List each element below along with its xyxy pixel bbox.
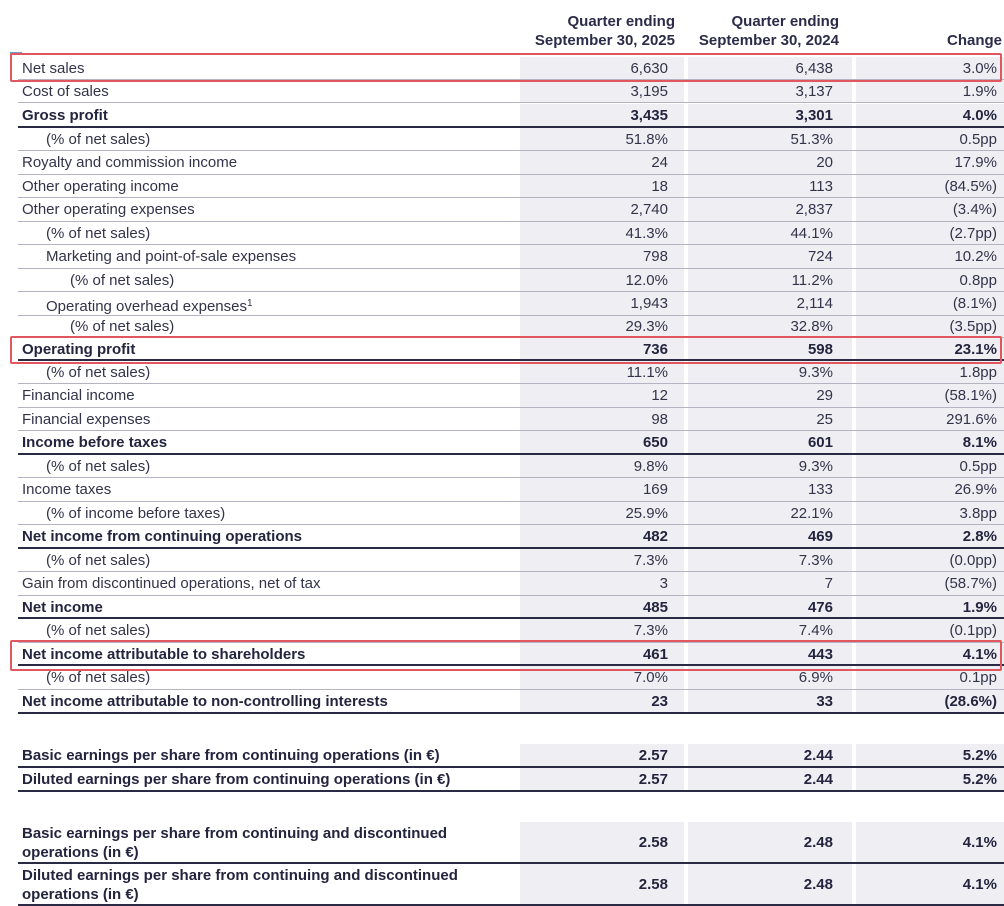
row-label: Net income: [22, 599, 103, 616]
table-row-basic-earnings-per-share-from-continuing-operations-in: [18, 744, 1004, 768]
value-2024: 6,438: [795, 60, 833, 77]
value-change: (28.6%): [944, 693, 997, 710]
value-2024: 469: [807, 528, 833, 545]
row-label: Net income from continuing operations: [22, 528, 303, 545]
value-2025: 23: [651, 693, 668, 710]
value-2025: 3,435: [630, 107, 668, 124]
value-2025: 485: [642, 599, 668, 616]
row-label: Diluted earnings per share from continuing operations (in €): [22, 771, 451, 788]
column-header-change-label: Change: [946, 32, 1002, 49]
row-label: (% of net sales): [46, 364, 151, 381]
value-change: 17.9%: [954, 154, 997, 171]
value-change: (3.4%): [952, 201, 997, 218]
row-label: (% of net sales): [70, 272, 175, 289]
row-label: Basic earnings per share from continuing operations (in €): [22, 747, 440, 764]
value-change: 4.1%: [962, 834, 997, 851]
row-label: (% of net sales): [70, 318, 175, 335]
value-change: 4.0%: [962, 107, 997, 124]
value-2025: 482: [642, 528, 668, 545]
value-change: 3.8pp: [959, 505, 997, 522]
table-row-diluted-earnings-per-share-from-continuing-operations-in: [18, 768, 1004, 792]
value-change: 10.2%: [954, 248, 997, 265]
value-2024: 2.48: [803, 876, 833, 893]
value-change: 0.5pp: [959, 131, 997, 148]
row-label: Operating overhead expenses$^1$: [46, 298, 253, 315]
value-2025: 1,943: [630, 295, 668, 312]
value-2025: 2.58: [638, 876, 668, 893]
value-2024: 44.1%: [790, 225, 833, 242]
table-row-gross-profit: [18, 104, 1004, 128]
value-2025: 7.3%: [633, 622, 668, 639]
table-row-of-income-before-taxes: [18, 502, 1004, 525]
value-2024: 601: [807, 434, 833, 451]
table-row-other-operating-income: [18, 175, 1004, 198]
value-2024: 7.3%: [798, 552, 833, 569]
row-label: (% of net sales): [46, 131, 151, 148]
value-change: (0.0pp): [949, 552, 997, 569]
value-2024: 51.3%: [790, 131, 833, 148]
table-row-operating-profit: [18, 338, 1004, 361]
value-change: 4.1%: [962, 646, 997, 663]
row-label: (% of net sales): [46, 622, 151, 639]
table-row-of-net-sales: [18, 455, 1004, 478]
row-label: Net income attributable to non-controlling interests: [22, 693, 388, 710]
value-2025: 3: [659, 575, 668, 592]
row-label: (% of income before taxes): [46, 505, 226, 522]
row-label: Other operating expenses: [22, 201, 195, 218]
table-row-net-income-attributable-to-shareholders: [18, 643, 1004, 666]
value-2025: 7.3%: [633, 552, 668, 569]
value-2024: 6.9%: [798, 669, 833, 686]
value-2024: 20: [816, 154, 833, 171]
row-rule: [18, 790, 1004, 792]
value-2024: 29: [816, 387, 833, 404]
value-2025: 461: [642, 646, 668, 663]
row-label: Financial income: [22, 387, 135, 404]
value-change: 0.1pp: [959, 669, 997, 686]
value-2024: 113: [809, 178, 833, 195]
value-2024: 2.44: [803, 771, 833, 788]
row-label: Net sales: [22, 60, 85, 77]
value-2024: 25: [816, 411, 833, 428]
row-label: Income taxes: [22, 481, 112, 498]
table-row-of-net-sales: [18, 619, 1004, 643]
table-row-royalty-and-commission-income: [18, 151, 1004, 175]
value-2024: 7.4%: [798, 622, 833, 639]
table-row-of-net-sales: [18, 549, 1004, 572]
value-2024: 32.8%: [790, 318, 833, 335]
value-change: 2.8%: [962, 528, 997, 545]
row-rule: [18, 102, 1004, 103]
table-row-diluted-earnings-per-share-from-continuing-and-discontinued-operations-in: [18, 864, 1004, 906]
column-header-change: [850, 31, 1002, 50]
value-2025: 2.57: [638, 747, 668, 764]
value-2024: 724: [807, 248, 833, 265]
value-2025: 25.9%: [625, 505, 668, 522]
value-change: 5.2%: [962, 747, 997, 764]
value-2025: 3,195: [630, 83, 668, 100]
column-header-2024: [684, 12, 839, 50]
value-change: 8.1%: [962, 434, 997, 451]
value-2025: 18: [651, 178, 668, 195]
value-2024: 3,301: [795, 107, 833, 124]
row-label: Basic earnings per share from continuing and discontinued operations (in €): [22, 825, 448, 861]
value-2025: 736: [642, 341, 668, 358]
table-row-operating-overhead-expenses: [18, 292, 1004, 316]
row-label: (% of net sales): [46, 669, 151, 686]
column-header-2025-line2: September 30, 2025: [534, 32, 675, 49]
row-label: Diluted earnings per share from continuing and discontinued operations (in €): [22, 867, 458, 903]
value-2024: 9.3%: [798, 364, 833, 381]
footnote-marker: 1: [246, 298, 253, 309]
value-2024: 3,137: [795, 83, 833, 100]
value-2025: 2.58: [638, 834, 668, 851]
value-2024: 443: [807, 646, 833, 663]
value-2025: 11.1%: [626, 364, 668, 381]
row-label: (% of net sales): [46, 458, 151, 475]
value-change: 3.0%: [962, 60, 997, 77]
value-2024: 7: [824, 575, 833, 592]
table-row-marketing-and-point-of-sale-expenses: [18, 245, 1004, 269]
table-row-of-net-sales: [18, 269, 1004, 292]
table-row-income-before-taxes: [18, 431, 1004, 455]
value-2025: 650: [642, 434, 668, 451]
table-row-financial-expenses: [18, 408, 1004, 431]
value-change: (58.7%): [944, 575, 997, 592]
value-2025: 12.0%: [625, 272, 668, 289]
value-change: 1.8pp: [959, 364, 997, 381]
value-change: (8.1%): [952, 295, 997, 312]
value-change: 291.6%: [946, 411, 997, 428]
value-2025: 51.8%: [625, 131, 668, 148]
value-2024: 476: [807, 599, 833, 616]
table-row-of-net-sales: [18, 316, 1004, 338]
value-2024: 11.2%: [791, 272, 833, 289]
value-change: 23.1%: [954, 341, 997, 358]
value-2025: 98: [651, 411, 668, 428]
value-2025: 24: [651, 154, 668, 171]
value-change: 1.9%: [962, 83, 997, 100]
value-2025: 29.3%: [625, 318, 668, 335]
value-2024: 2.44: [803, 747, 833, 764]
value-2024: 2,837: [795, 201, 833, 218]
table-row-other-operating-expenses: [18, 198, 1004, 222]
row-label: Royalty and commission income: [22, 154, 238, 171]
table-row-of-net-sales: [18, 222, 1004, 245]
value-2025: 41.3%: [625, 225, 668, 242]
row-label: Gain from discontinued operations, net of tax: [22, 575, 321, 592]
value-change: (2.7pp): [949, 225, 997, 242]
table-row-net-income: [18, 596, 1004, 619]
value-change: 5.2%: [962, 771, 997, 788]
value-2025: 7.0%: [633, 669, 668, 686]
table-row-basic-earnings-per-share-from-continuing-and-discontinued-operations-in: [18, 822, 1004, 864]
value-2025: 2.57: [638, 771, 668, 788]
value-2025: 2,740: [630, 201, 668, 218]
column-header-2024-line1: Quarter ending: [731, 13, 839, 30]
row-label: Other operating income: [22, 178, 179, 195]
row-label: (% of net sales): [46, 552, 151, 569]
value-2024: 133: [807, 481, 833, 498]
row-label: Financial expenses: [22, 411, 151, 428]
table-row-of-net-sales: [18, 666, 1004, 690]
row-label: Marketing and point-of-sale expenses: [46, 248, 297, 265]
value-2025: 12: [651, 387, 668, 404]
value-2025: 798: [642, 248, 668, 265]
table-row-gain-from-discontinued-operations-net-of-tax: [18, 572, 1004, 596]
table-row-income-taxes: [18, 478, 1004, 502]
row-label: Income before taxes: [22, 434, 168, 451]
column-header-2024-line2: September 30, 2024: [698, 32, 839, 49]
row-label: Net income attributable to shareholders: [22, 646, 306, 663]
row-label: Gross profit: [22, 107, 108, 124]
value-2024: 33: [816, 693, 833, 710]
value-change: 26.9%: [954, 481, 997, 498]
value-2024: 9.3%: [798, 458, 833, 475]
column-header-2025: [520, 12, 675, 50]
value-2025: 6,630: [630, 60, 668, 77]
table-row-of-net-sales: [18, 128, 1004, 151]
row-label: Cost of sales: [22, 83, 109, 100]
value-2024: 22.1%: [790, 505, 833, 522]
value-change: 4.1%: [962, 876, 997, 893]
value-change: (0.1pp): [949, 622, 997, 639]
value-2024: 2,114: [796, 295, 833, 312]
header-accent-line: [10, 52, 22, 54]
value-2025: 169: [642, 481, 668, 498]
value-change: 1.9%: [962, 599, 997, 616]
table-row-net-sales: [18, 57, 1004, 80]
row-label: Operating profit: [22, 341, 136, 358]
value-change: 0.8pp: [959, 272, 997, 289]
value-change: (58.1%): [944, 387, 997, 404]
table-row-cost-of-sales: [18, 80, 1004, 103]
value-2024: 598: [807, 341, 833, 358]
value-change: (84.5%): [944, 178, 997, 195]
column-header-2025-line1: Quarter ending: [567, 13, 675, 30]
value-2025: 9.8%: [633, 458, 668, 475]
table-row-of-net-sales: [18, 361, 1004, 384]
table-row-net-income-from-continuing-operations: [18, 525, 1004, 549]
row-label: (% of net sales): [46, 225, 151, 242]
value-change: 0.5pp: [959, 458, 997, 475]
value-2024: 2.48: [803, 834, 833, 851]
table-row-financial-income: [18, 384, 1004, 408]
table-row-net-income-attributable-to-non-controlling-interests: [18, 690, 1004, 714]
row-rule: [18, 712, 1004, 714]
value-change: (3.5pp): [949, 318, 997, 335]
